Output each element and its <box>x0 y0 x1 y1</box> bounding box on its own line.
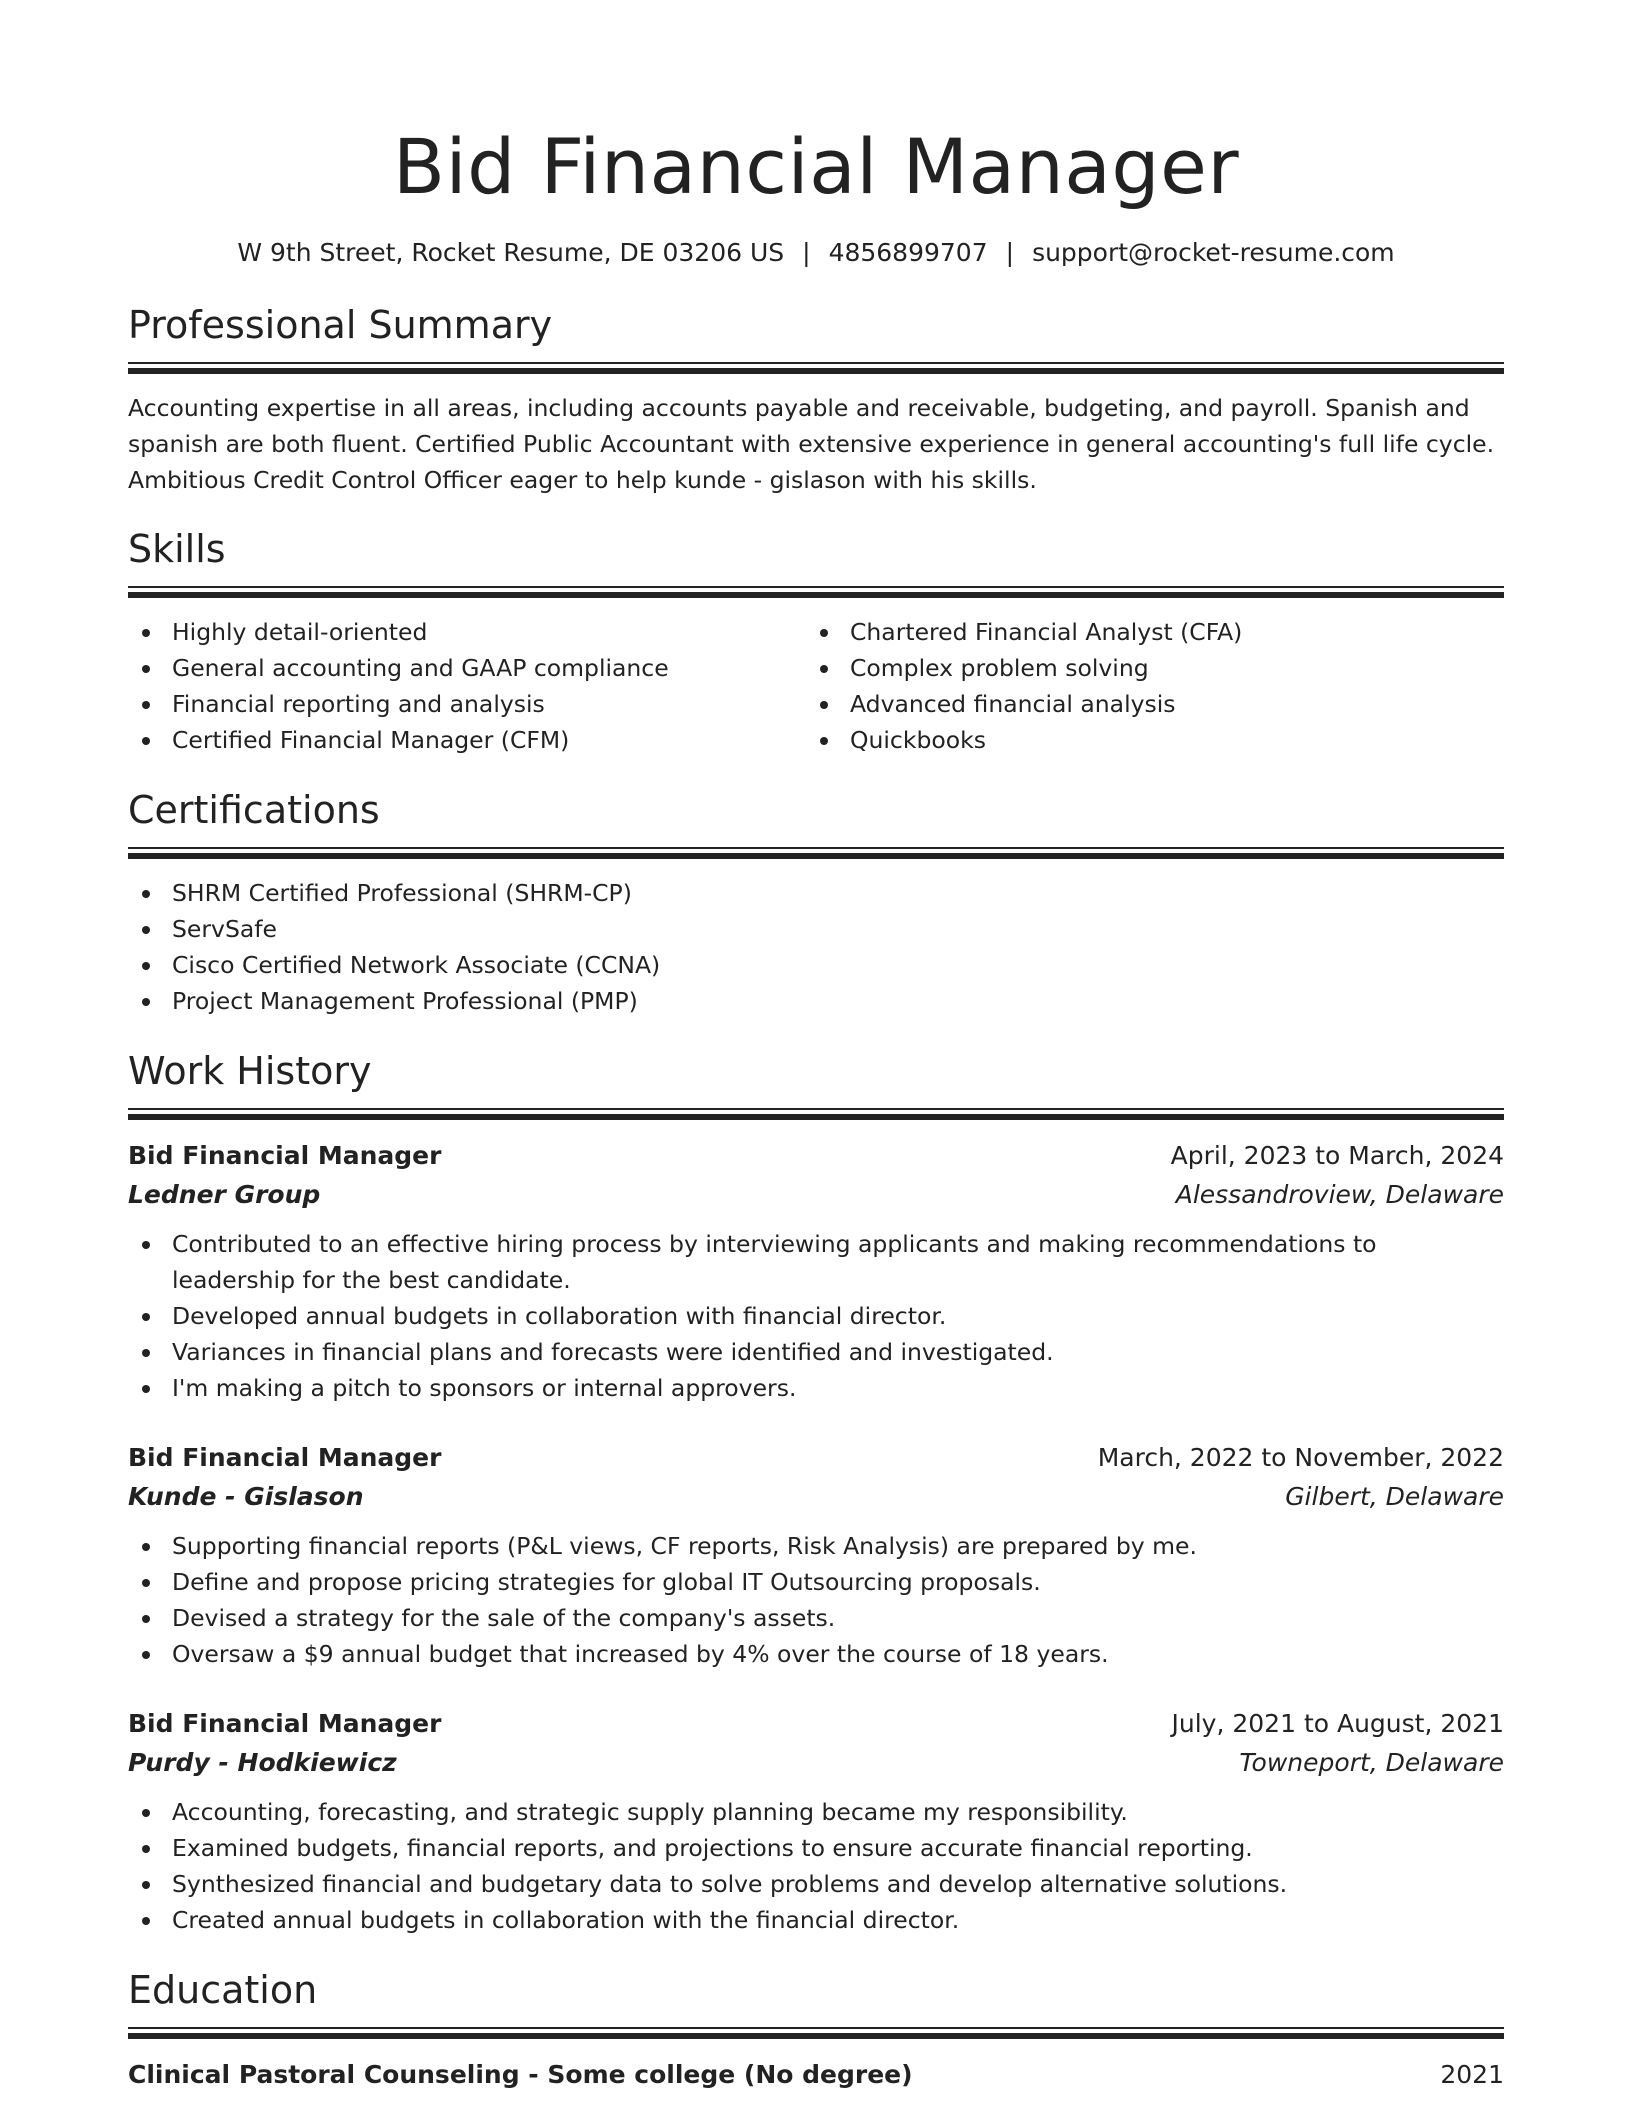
summary-heading: Professional Summary <box>128 303 553 347</box>
skill-item: Complex problem solving <box>806 650 1484 686</box>
resume-page <box>128 0 1504 2094</box>
education-degree: Clinical Pastoral Counseling - Some college (No degree) <box>128 2060 913 2089</box>
job-entry <box>128 1438 1504 1672</box>
job-header <box>128 1136 1504 1175</box>
job-employer: Ledner Group <box>128 1180 321 1209</box>
job-bullet: Define and propose pricing strategies for global IT Outsourcing proposals. <box>128 1564 1504 1600</box>
job-entry <box>128 1704 1504 1938</box>
job-header <box>128 1438 1504 1477</box>
skills-column-left <box>128 614 806 758</box>
job-bullet: Accounting, forecasting, and strategic supply planning became my responsibility. <box>128 1794 1504 1830</box>
job-title: Bid Financial Manager <box>128 1709 442 1738</box>
certifications-section <box>128 785 1504 1019</box>
skill-item: General accounting and GAAP compliance <box>128 650 806 686</box>
section-divider <box>128 1108 1504 1120</box>
certification-item: ServSafe <box>128 911 1504 947</box>
skill-item: Highly detail-oriented <box>128 614 806 650</box>
skills-grid <box>128 614 1504 758</box>
section-divider <box>128 2027 1504 2039</box>
job-bullet: Synthesized financial and budgetary data to solve problems and develop alternative solutions. <box>128 1866 1504 1902</box>
job-employer: Purdy - Hodkiewicz <box>128 1748 397 1777</box>
job-location: Gilbert, Delaware <box>1285 1482 1504 1511</box>
job-bullet: Variances in financial plans and forecasts were identified and investigated. <box>128 1334 1504 1370</box>
job-subheader <box>128 1175 1504 1214</box>
job-bullet: Created annual budgets in collaboration with the financial director. <box>128 1902 1504 1938</box>
education-year: 2021 <box>1440 2060 1504 2089</box>
job-location: Alessandroview, Delaware <box>1175 1180 1504 1209</box>
job-title: Bid Financial Manager <box>128 1141 442 1170</box>
job-bullet: Developed annual budgets in collaboration with financial director. <box>128 1298 1504 1334</box>
job-subheader <box>128 1477 1504 1516</box>
section-divider <box>128 586 1504 598</box>
resume-name: Bid Financial Manager <box>392 122 1240 211</box>
job-bullets <box>128 1528 1504 1672</box>
job-bullet: Examined budgets, financial reports, and projections to ensure accurate financial reporting. <box>128 1830 1504 1866</box>
job-bullet: Oversaw a $9 annual budget that increased by 4% over the course of 18 years. <box>128 1636 1504 1672</box>
skill-item: Chartered Financial Analyst (CFA) <box>806 614 1484 650</box>
certifications-list <box>128 875 1504 1019</box>
job-employer: Kunde - Gislason <box>128 1482 364 1511</box>
job-dates: March, 2022 to November, 2022 <box>1097 1443 1504 1472</box>
contact-line <box>128 236 1504 270</box>
skill-item: Advanced financial analysis <box>806 686 1484 722</box>
contact-phone: 4856899707 <box>828 238 988 267</box>
skill-item: Quickbooks <box>806 722 1484 758</box>
certifications-heading: Certifications <box>128 788 380 832</box>
skill-item: Financial reporting and analysis <box>128 686 806 722</box>
certification-item: Project Management Professional (PMP) <box>128 983 1504 1019</box>
summary-section <box>128 300 1504 498</box>
contact-email: support@rocket-resume.com <box>1032 238 1395 267</box>
job-location: Towneport, Delaware <box>1239 1748 1504 1777</box>
contact-address: W 9th Street, Rocket Resume, DE 03206 US <box>237 238 785 267</box>
job-bullet: Contributed to an effective hiring process by interviewing applicants and making recommendations to leadership for the best candidate. <box>128 1226 1504 1298</box>
job-dates: July, 2021 to August, 2021 <box>1171 1709 1504 1738</box>
section-divider <box>128 362 1504 374</box>
summary-text: Accounting expertise in all areas, including accounts payable and receivable, budgeting, and payroll. Spanish and spanish are both fluent. Certified Public Accountant with extensive experience in general accounting's full life cycle. Ambitious Credit Control Officer eager to help kunde - gislason with his skills. <box>128 394 1495 494</box>
section-divider <box>128 847 1504 859</box>
job-bullets <box>128 1226 1504 1406</box>
job-dates: April, 2023 to March, 2024 <box>1170 1141 1504 1170</box>
work-history-section <box>128 1046 1504 1938</box>
education-section <box>128 1965 1504 2094</box>
job-subheader <box>128 1743 1504 1782</box>
certification-item: SHRM Certified Professional (SHRM-CP) <box>128 875 1504 911</box>
education-entry <box>128 2055 1504 2094</box>
contact-separator: | <box>1005 238 1015 267</box>
skill-item: Certified Financial Manager (CFM) <box>128 722 806 758</box>
job-header <box>128 1704 1504 1743</box>
job-bullet: Devised a strategy for the sale of the company's assets. <box>128 1600 1504 1636</box>
job-bullets <box>128 1794 1504 1938</box>
skills-column-right <box>806 614 1484 758</box>
job-bullet: I'm making a pitch to sponsors or internal approvers. <box>128 1370 1504 1406</box>
work-history-heading: Work History <box>128 1049 372 1093</box>
job-entry <box>128 1136 1504 1406</box>
job-title: Bid Financial Manager <box>128 1443 442 1472</box>
skills-section <box>128 524 1504 758</box>
education-heading: Education <box>128 1968 318 2012</box>
skills-heading: Skills <box>128 527 226 571</box>
job-bullet: Supporting financial reports (P&L views, CF reports, Risk Analysis) are prepared by me. <box>128 1528 1504 1564</box>
contact-separator: | <box>802 238 811 267</box>
certification-item: Cisco Certified Network Associate (CCNA) <box>128 947 1504 983</box>
